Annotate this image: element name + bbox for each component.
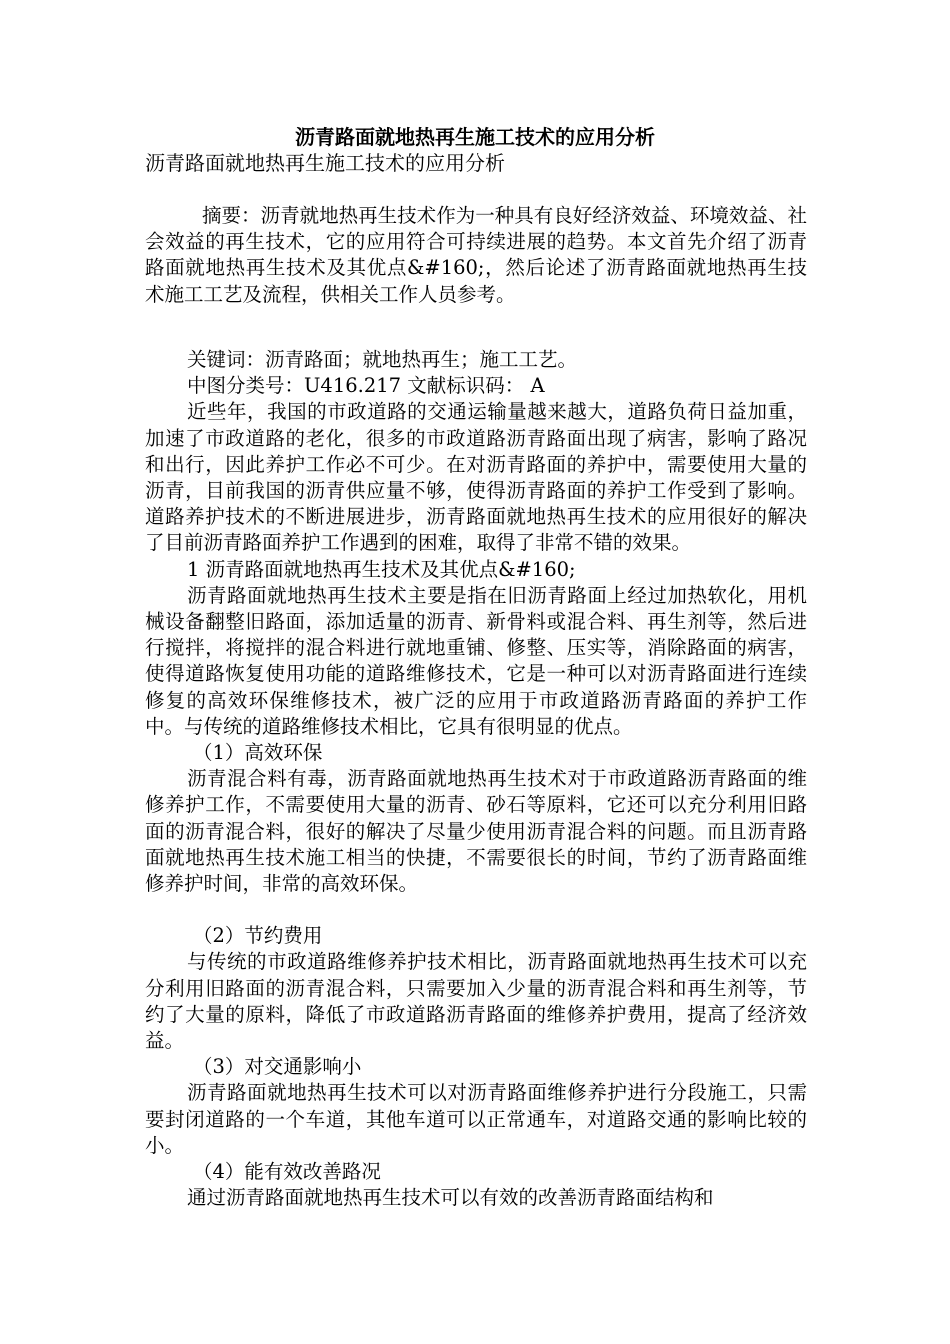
item-1-heading: （1）高效环保	[193, 741, 323, 765]
document-subtitle: 沥青路面就地热再生施工技术的应用分析	[145, 151, 505, 175]
item-4-paragraph: 通过沥青路面就地热再生技术可以有效的改善沥青路面结构和	[187, 1186, 714, 1210]
item-2-heading: （2）节约费用	[193, 924, 323, 948]
abstract-paragraph: 摘要：沥青就地热再生技术作为一种具有良好经济效益、环境效益、社会效益的再生技术，它的应用符合可持续进展的趋势。本文首先介绍了沥青路面就地热再生技术及其优点&#160;，然后论述了沥青路面就地热再生技术施工工艺及流程，供相关工作人员参考。	[145, 204, 807, 306]
keywords-line: 关键词：沥青路面；就地热再生；施工工艺。	[187, 348, 578, 371]
section-1-heading: 1 沥青路面就地热再生技术及其优点&#160;	[187, 557, 576, 581]
item-3-heading: （3）对交通影响小	[193, 1055, 362, 1079]
item-4-heading: （4）能有效改善路况	[193, 1160, 381, 1184]
section-1-paragraph: 沥青路面就地热再生技术主要是指在旧沥青路面上经过加热软化，用机械设备翻整旧路面，添加适量的沥青、新骨料或混合料、再生剂等，然后进行搅拌，将搅拌的混合料进行就地重铺、修整、压实等，消除路面的病害，使得道路恢复使用功能的道路维修技术，它是一种可以对沥青路面进行连续修复的高效环保维修技术，被广泛的应用于市政道路沥青路面的养护工作中。与传统的道路维修技术相比，它具有很明显的优点。	[145, 583, 807, 738]
item-2-paragraph: 与传统的市政道路维修养护技术相比，沥青路面就地热再生技术可以充分利用旧路面的沥青混合料，只需要加入少量的沥青混合料和再生剂等，节约了大量的原料，降低了市政道路沥青路面的维修养护费用，提高了经济效益。	[145, 950, 807, 1053]
document-title: 沥青路面就地热再生施工技术的应用分析	[295, 125, 655, 149]
item-1-paragraph: 沥青混合料有毒，沥青路面就地热再生技术对于市政道路沥青路面的维修养护工作，不需要使用大量的沥青、砂石等原料，它还可以充分利用旧路面的沥青混合料，很好的解决了尽量少使用沥青混合料的问题。而且沥青路面就地热再生技术施工相当的快捷，不需要很长的时间，节约了沥青路面维修养护时间，非常的高效环保。	[145, 767, 807, 896]
intro-paragraph: 近些年，我国的市政道路的交通运输量越来越大，道路负荷日益加重，加速了市政道路的老化，很多的市政道路沥青路面出现了病害，影响了路况和出行，因此养护工作必不可少。在对沥青路面的养护中，需要使用大量的沥青，目前我国的沥青供应量不够，使得沥青路面的养护工作受到了影响。道路养护技术的不断进展进步，沥青路面就地热再生技术的应用很好的解决了目前沥青路面养护工作遇到的困难，取得了非常不错的效果。	[145, 400, 807, 555]
item-3-paragraph: 沥青路面就地热再生技术可以对沥青路面维修养护进行分段施工，只需要封闭道路的一个车道，其他车道可以正常通车，对道路交通的影响比较的小。	[145, 1081, 807, 1157]
main-text	[145, 347, 807, 1212]
classification-line: 中图分类号：U416.217 文献标识码： A	[187, 374, 545, 398]
